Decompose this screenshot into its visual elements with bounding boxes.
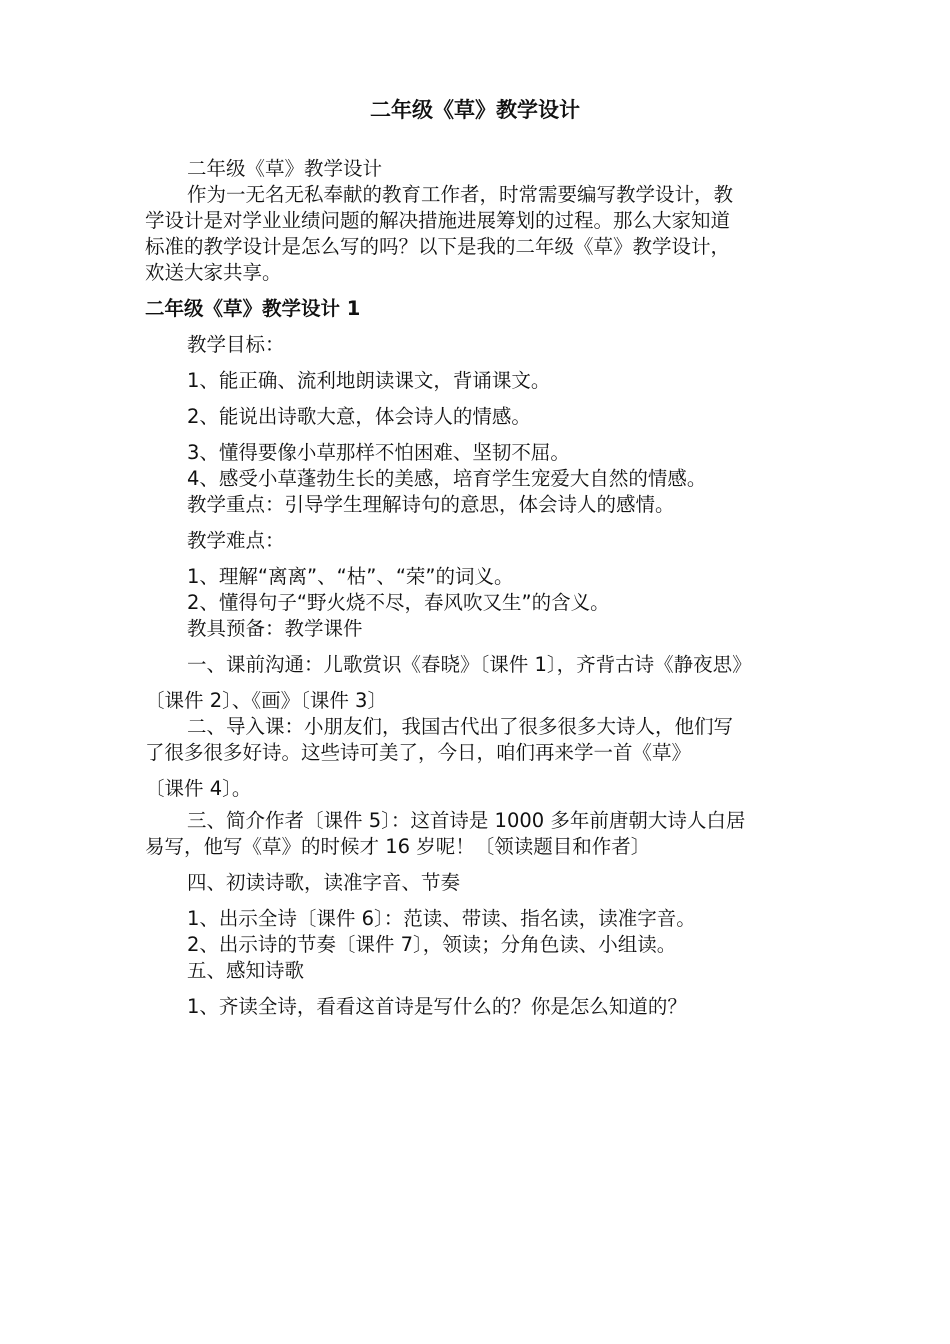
document-page	[145, 96, 805, 1020]
goal-item: 2、能说出诗歌大意，体会诗人的情感。	[187, 405, 531, 428]
step4-item: 1、出示全诗〔课件 6〕：范读、带读、指名读，读准字音。	[187, 907, 696, 930]
intro-line: 学设计是对学业业绩问题的解决措施进展筹划的过程。那么大家知道	[145, 209, 731, 232]
step3-line: 三、简介作者〔课件 5〕：这首诗是 1000 多年前唐朝大诗人白居	[187, 809, 746, 832]
intro-paragraph	[145, 182, 805, 286]
goals-label: 教学目标：	[187, 333, 285, 356]
goal-item: 3、懂得要像小草那样不怕困难、坚韧不屈。	[187, 441, 570, 464]
key-point: 教学重点：引导学生理解诗句的意思，体会诗人的感情。	[187, 493, 675, 516]
difficulty-label: 教学难点：	[187, 529, 285, 552]
intro-line: 欢送大家共享。	[145, 261, 282, 284]
step5-item: 1、齐读全诗，看看这首诗是写什么的？你是怎么知道的？	[187, 995, 687, 1018]
intro-line: 作为一无名无私奉献的教育工作者，时常需要编写教学设计，教	[187, 183, 734, 206]
step1-line: 〔课件 2〕、《画》〔课件 3〕	[145, 689, 387, 712]
step4-item: 2、出示诗的节奏〔课件 7〕，领读；分角色读、小组读。	[187, 933, 677, 956]
document-subtitle: 二年级《草》教学设计	[187, 157, 383, 180]
goal-item: 4、感受小草蓬勃生长的美感，培育学生宠爱大自然的情感。	[187, 467, 707, 490]
section-heading: 二年级《草》教学设计 1	[145, 297, 361, 320]
step1-line: 一、课前沟通：儿歌赏识《春晓》〔课件 1〕，齐背古诗《静夜思》	[187, 653, 752, 676]
step2-line: 了很多很多好诗。这些诗可美了，今日，咱们再来学一首《草》	[145, 741, 692, 764]
step4-heading: 四、初读诗歌，读准字音、节奏	[187, 871, 461, 894]
step2-line: 二、导入课：小朋友们，我国古代出了很多很多大诗人，他们写	[187, 715, 734, 738]
goal-item: 1、能正确、流利地朗读课文，背诵课文。	[187, 369, 551, 392]
tools-line: 教具预备：教学课件	[187, 617, 363, 640]
document-title: 二年级《草》教学设计	[370, 98, 580, 122]
step3-line: 易写，他写《草》的时候才 16 岁呢！〔领读题目和作者〕	[145, 835, 651, 858]
intro-line: 标准的教学设计是怎么写的吗？以下是我的二年级《草》教学设计，	[145, 235, 731, 258]
difficulty-item: 1、理解“离离”、“枯”、“荣”的词义。	[187, 565, 514, 588]
difficulty-item: 2、懂得句子“野火烧不尽，春风吹又生”的含义。	[187, 591, 610, 614]
step5-heading: 五、感知诗歌	[187, 959, 305, 982]
step2-line: 〔课件 4〕。	[145, 777, 252, 800]
